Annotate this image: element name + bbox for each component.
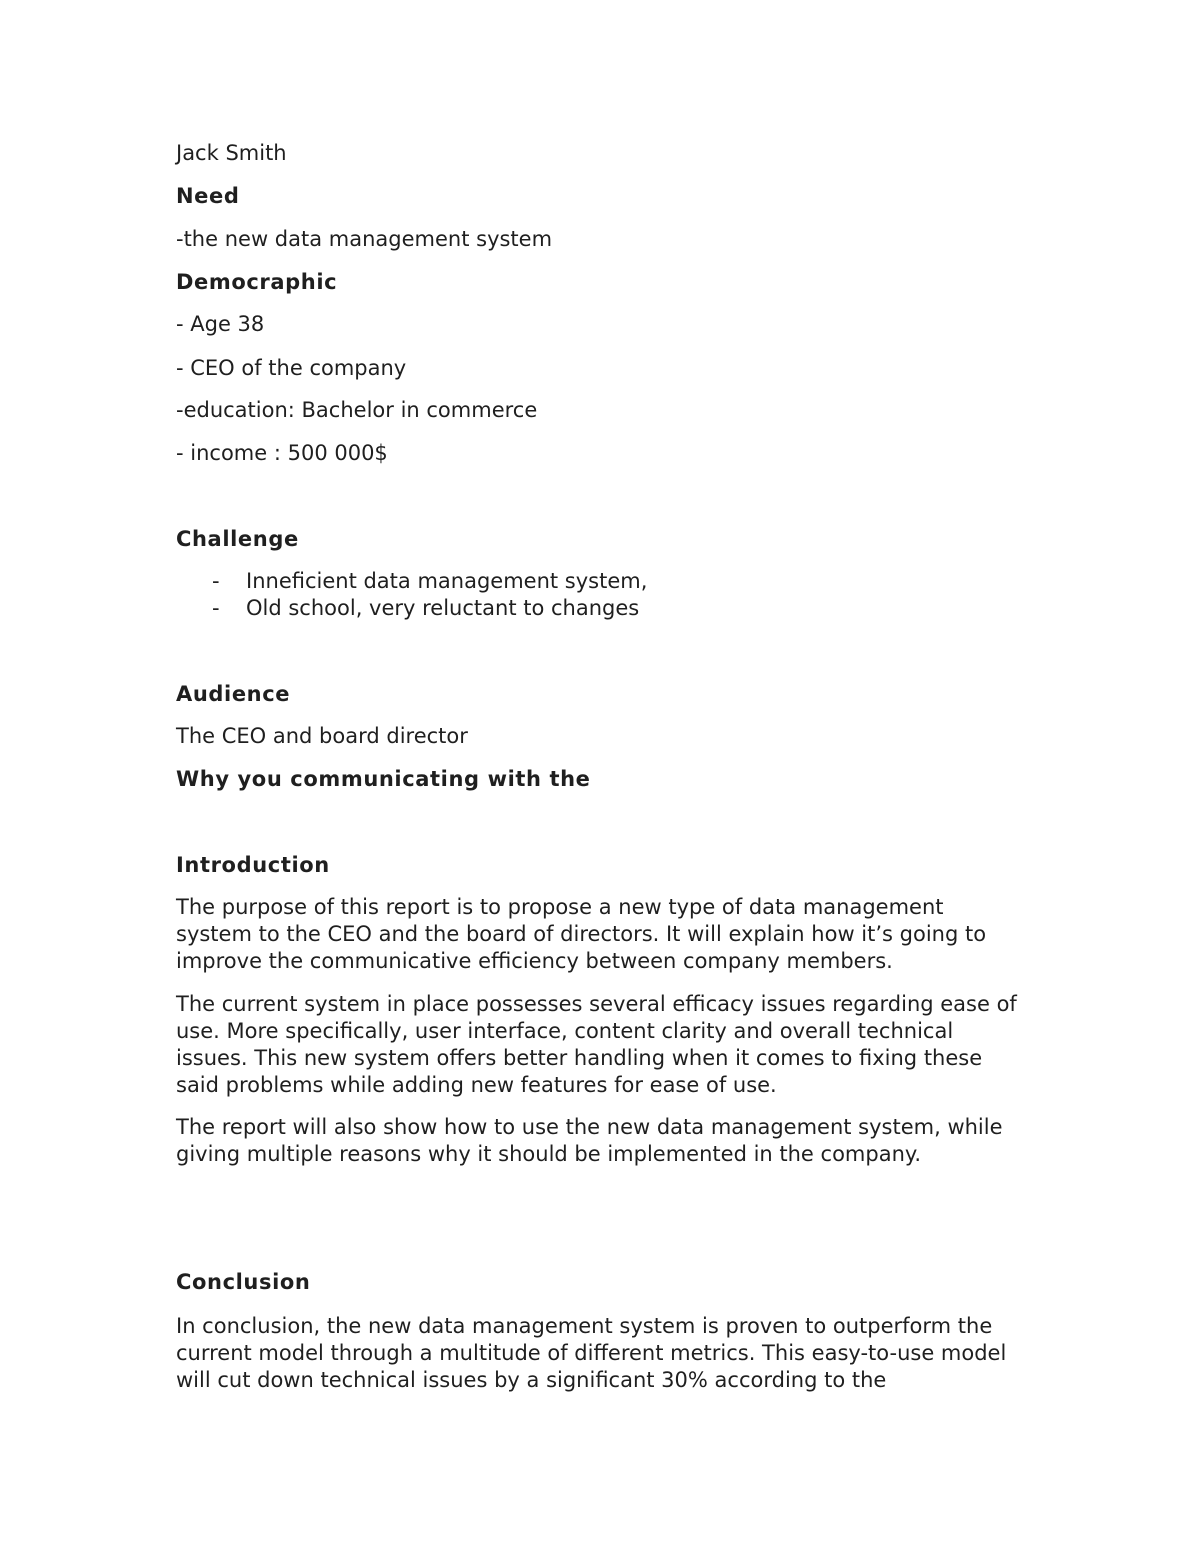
introduction-paragraph: The current system in place possesses several efficacy issues regarding ease of use. More specifically, user interface, content clarity and overall technical issues. This new system offers better handling when it comes to fixing these said problems while adding new features for ease of use.: [176, 992, 1017, 1097]
introduction-paragraph: The report will also show how to use the new data management system, while giving multiple reasons why it should be implemented in the company.: [176, 1115, 1003, 1166]
demographic-heading: Democraphic: [176, 270, 338, 294]
demographic-item: -education: Bachelor in commerce: [176, 398, 538, 422]
challenge-bullet: [212, 568, 647, 595]
introduction-heading: Introduction: [176, 853, 330, 877]
persona-name: Jack Smith: [176, 141, 287, 165]
introduction-paragraph: The purpose of this report is to propose a new type of data management system to the CEO and the board of directors. It will explain how it’s going to improve the communicative efficiency between company members.: [176, 895, 987, 973]
demographic-item: - Age 38: [176, 312, 265, 336]
demographic-item: - income : 500 000$: [176, 441, 388, 465]
challenge-bullet-text: Inneficient data management system,: [246, 569, 648, 593]
challenge-bullet: [212, 595, 639, 622]
challenge-heading: Challenge: [176, 527, 299, 551]
challenge-bullet-text: Old school, very reluctant to changes: [246, 596, 640, 620]
need-heading: Need: [176, 184, 240, 208]
conclusion-paragraph: In conclusion, the new data management system is proven to outperform the current model through a multitude of different metrics. This easy-to-use model will cut down technical issues by a significant 30% according to the: [176, 1314, 1007, 1392]
why-heading: Why you communicating with the: [176, 767, 591, 791]
conclusion-heading: Conclusion: [176, 1270, 311, 1294]
audience-heading: Audience: [176, 682, 291, 706]
bullet-marker: -: [212, 569, 220, 593]
bullet-marker: -: [212, 596, 220, 620]
demographic-item: - CEO of the company: [176, 356, 407, 380]
need-text: -the new data management system: [176, 227, 553, 251]
audience-text: The CEO and board director: [176, 724, 468, 748]
